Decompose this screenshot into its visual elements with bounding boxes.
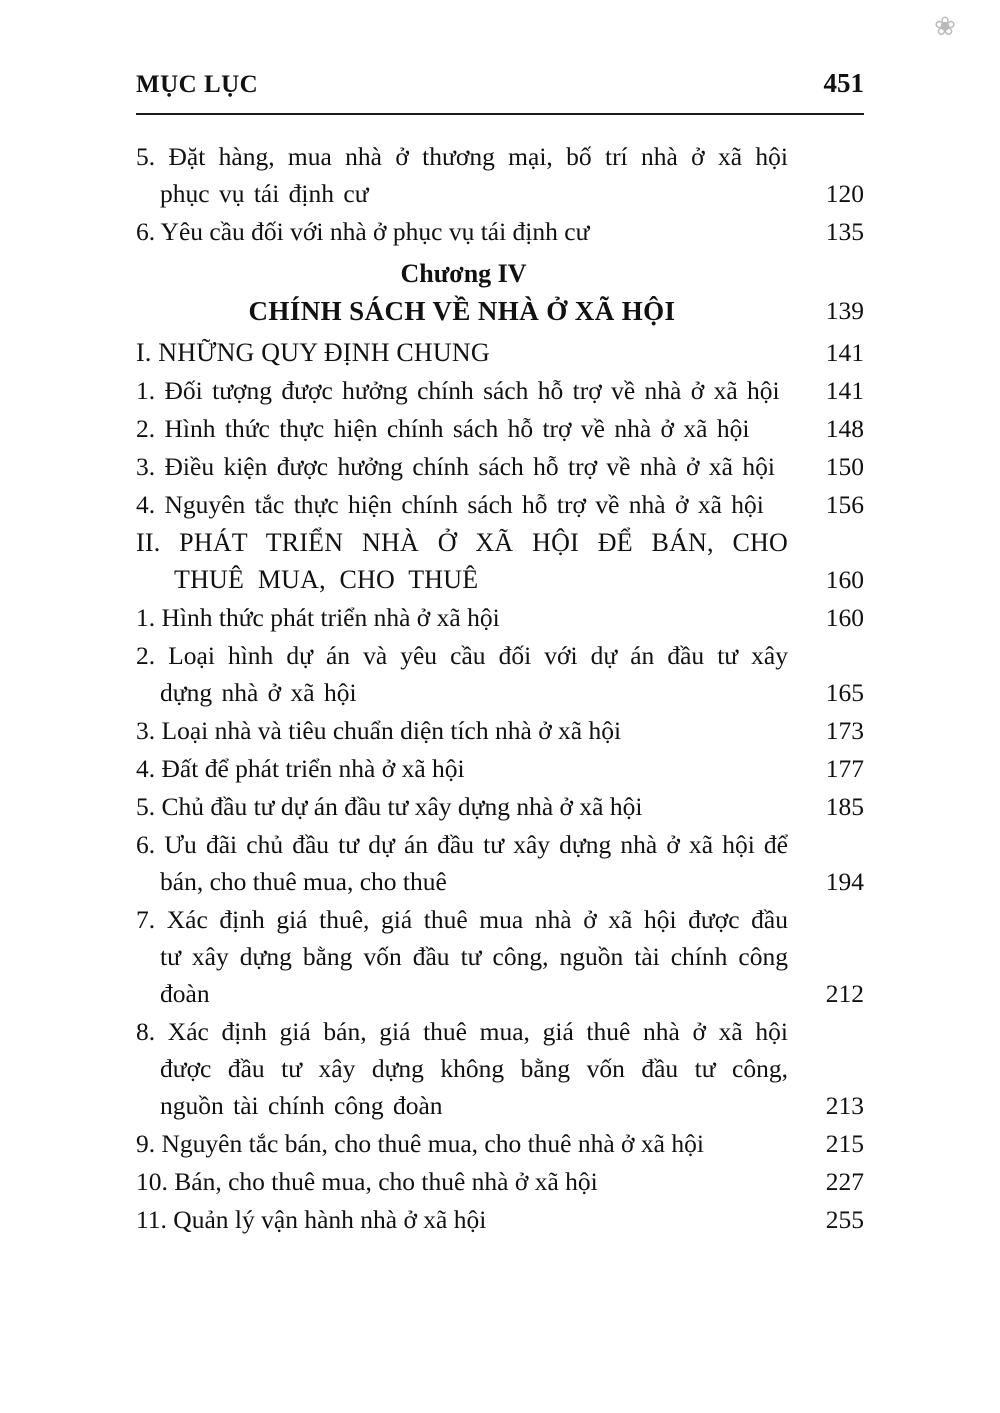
toc-entry-text: 5. Đặt hàng, mua nhà ở thương mại, bố trí nhà ở xã hội phục vụ tái định cư bbox=[136, 142, 788, 208]
toc-entry-text: 2. Hình thức thực hiện chính sách hỗ trợ về nhà ở xã hội bbox=[136, 414, 750, 443]
toc-entry-text: 1. Hình thức phát triển nhà ở xã hội bbox=[136, 603, 500, 632]
toc-entry-text: 11. Quản lý vận hành nhà ở xã hội bbox=[136, 1205, 487, 1234]
toc-entry-text: 1. Đối tượng được hưởng chính sách hỗ trợ về nhà ở xã hội bbox=[136, 376, 780, 405]
toc-entry-page: 139 bbox=[825, 296, 864, 325]
toc-entry bbox=[136, 1013, 864, 1124]
chapter-title: CHÍNH SÁCH VỀ NHÀ Ở XÃ HỘI bbox=[248, 296, 676, 326]
running-head bbox=[136, 68, 864, 99]
toc-entry-text: 3. Loại nhà và tiêu chuẩn diện tích nhà ở xã hội bbox=[136, 716, 622, 745]
header-rule bbox=[136, 113, 864, 115]
toc-entry bbox=[136, 599, 864, 636]
toc-entry bbox=[136, 486, 864, 523]
toc-entry-page: 141 bbox=[825, 338, 864, 367]
toc-entry-page: 177 bbox=[825, 754, 864, 783]
toc-entry-page: 160 bbox=[825, 603, 864, 632]
toc-entry-page: 120 bbox=[825, 179, 864, 208]
toc-entry bbox=[136, 637, 864, 711]
toc-entry-page: 213 bbox=[825, 1091, 864, 1120]
toc-entry-text: I. NHỮNG QUY ĐỊNH CHUNG bbox=[136, 338, 490, 367]
toc-entry-page: 160 bbox=[825, 565, 864, 594]
toc-entry-text: II. PHÁT TRIỂN NHÀ Ở XÃ HỘI ĐỂ BÁN, CHO THUÊ MUA, CHO THUÊ bbox=[136, 528, 788, 594]
toc-entry-page: 212 bbox=[825, 979, 864, 1008]
toc-entry-page: 150 bbox=[825, 452, 864, 481]
toc-entry-text: 6. Ưu đãi chủ đầu tư dự án đầu tư xây dựng nhà ở xã hội để bán, cho thuê mua, cho thuê bbox=[136, 830, 788, 896]
toc-section bbox=[136, 524, 864, 598]
flower-ornament-icon: ❀ bbox=[934, 12, 956, 41]
page-number: 451 bbox=[823, 68, 864, 98]
toc-entry bbox=[136, 1201, 864, 1238]
toc-entry bbox=[136, 448, 864, 485]
toc-entry bbox=[136, 410, 864, 447]
toc-entry bbox=[136, 1163, 864, 1200]
toc-section bbox=[136, 334, 864, 371]
toc-entry bbox=[136, 750, 864, 787]
toc-entry-page: 215 bbox=[825, 1129, 864, 1158]
toc-entry bbox=[136, 901, 864, 1012]
toc-entry-text: 10. Bán, cho thuê mua, cho thuê nhà ở xã hội bbox=[136, 1167, 598, 1196]
toc-entry-page: 156 bbox=[825, 490, 864, 519]
toc-entry-text: 8. Xác định giá bán, giá thuê mua, giá thuê nhà ở xã hội được đầu tư xây dựng không bằng vốn đầu tư công, nguồn tài chính công đoàn bbox=[136, 1017, 788, 1120]
toc-entry-text: 7. Xác định giá thuê, giá thuê mua nhà ở xã hội được đầu tư xây dựng bằng vốn đầu tư công, nguồn tài chính công đoàn bbox=[136, 905, 788, 1008]
toc-entry bbox=[136, 138, 864, 212]
toc-entry bbox=[136, 788, 864, 825]
running-head-title: MỤC LỤC bbox=[136, 71, 259, 98]
toc-entry-page: 173 bbox=[825, 716, 864, 745]
toc-entry-page: 255 bbox=[825, 1205, 864, 1234]
toc-entry-page: 135 bbox=[825, 217, 864, 246]
toc-entry-page: 141 bbox=[825, 376, 864, 405]
toc-entry-text: 4. Nguyên tắc thực hiện chính sách hỗ trợ về nhà ở xã hội bbox=[136, 490, 764, 519]
toc-entry-page: 165 bbox=[825, 678, 864, 707]
toc-entry bbox=[136, 372, 864, 409]
toc-entry-text: 9. Nguyên tắc bán, cho thuê mua, cho thuê nhà ở xã hội bbox=[136, 1129, 704, 1158]
toc-entry-text: 5. Chủ đầu tư dự án đầu tư xây dựng nhà ở xã hội bbox=[136, 792, 643, 821]
toc-entry bbox=[136, 826, 864, 900]
toc-entry-text: 4. Đất để phát triển nhà ở xã hội bbox=[136, 754, 465, 783]
toc-entry-text: 2. Loại hình dự án và yêu cầu đối với dự án đầu tư xây dựng nhà ở xã hội bbox=[136, 641, 788, 707]
toc-entry-text: 6. Yêu cầu đối với nhà ở phục vụ tái định cư bbox=[136, 217, 590, 246]
toc-entry-page: 194 bbox=[825, 867, 864, 896]
table-of-contents bbox=[136, 138, 864, 1239]
chapter-label: Chương IV bbox=[400, 259, 527, 288]
toc-entry-text: 3. Điều kiện được hưởng chính sách hỗ trợ về nhà ở xã hội bbox=[136, 452, 775, 481]
toc-chapter bbox=[136, 256, 864, 330]
toc-entry-page: 185 bbox=[825, 792, 864, 821]
toc-entry-page: 227 bbox=[825, 1167, 864, 1196]
toc-entry bbox=[136, 1125, 864, 1162]
toc-entry-page: 148 bbox=[825, 414, 864, 443]
toc-entry bbox=[136, 213, 864, 250]
toc-entry bbox=[136, 712, 864, 749]
